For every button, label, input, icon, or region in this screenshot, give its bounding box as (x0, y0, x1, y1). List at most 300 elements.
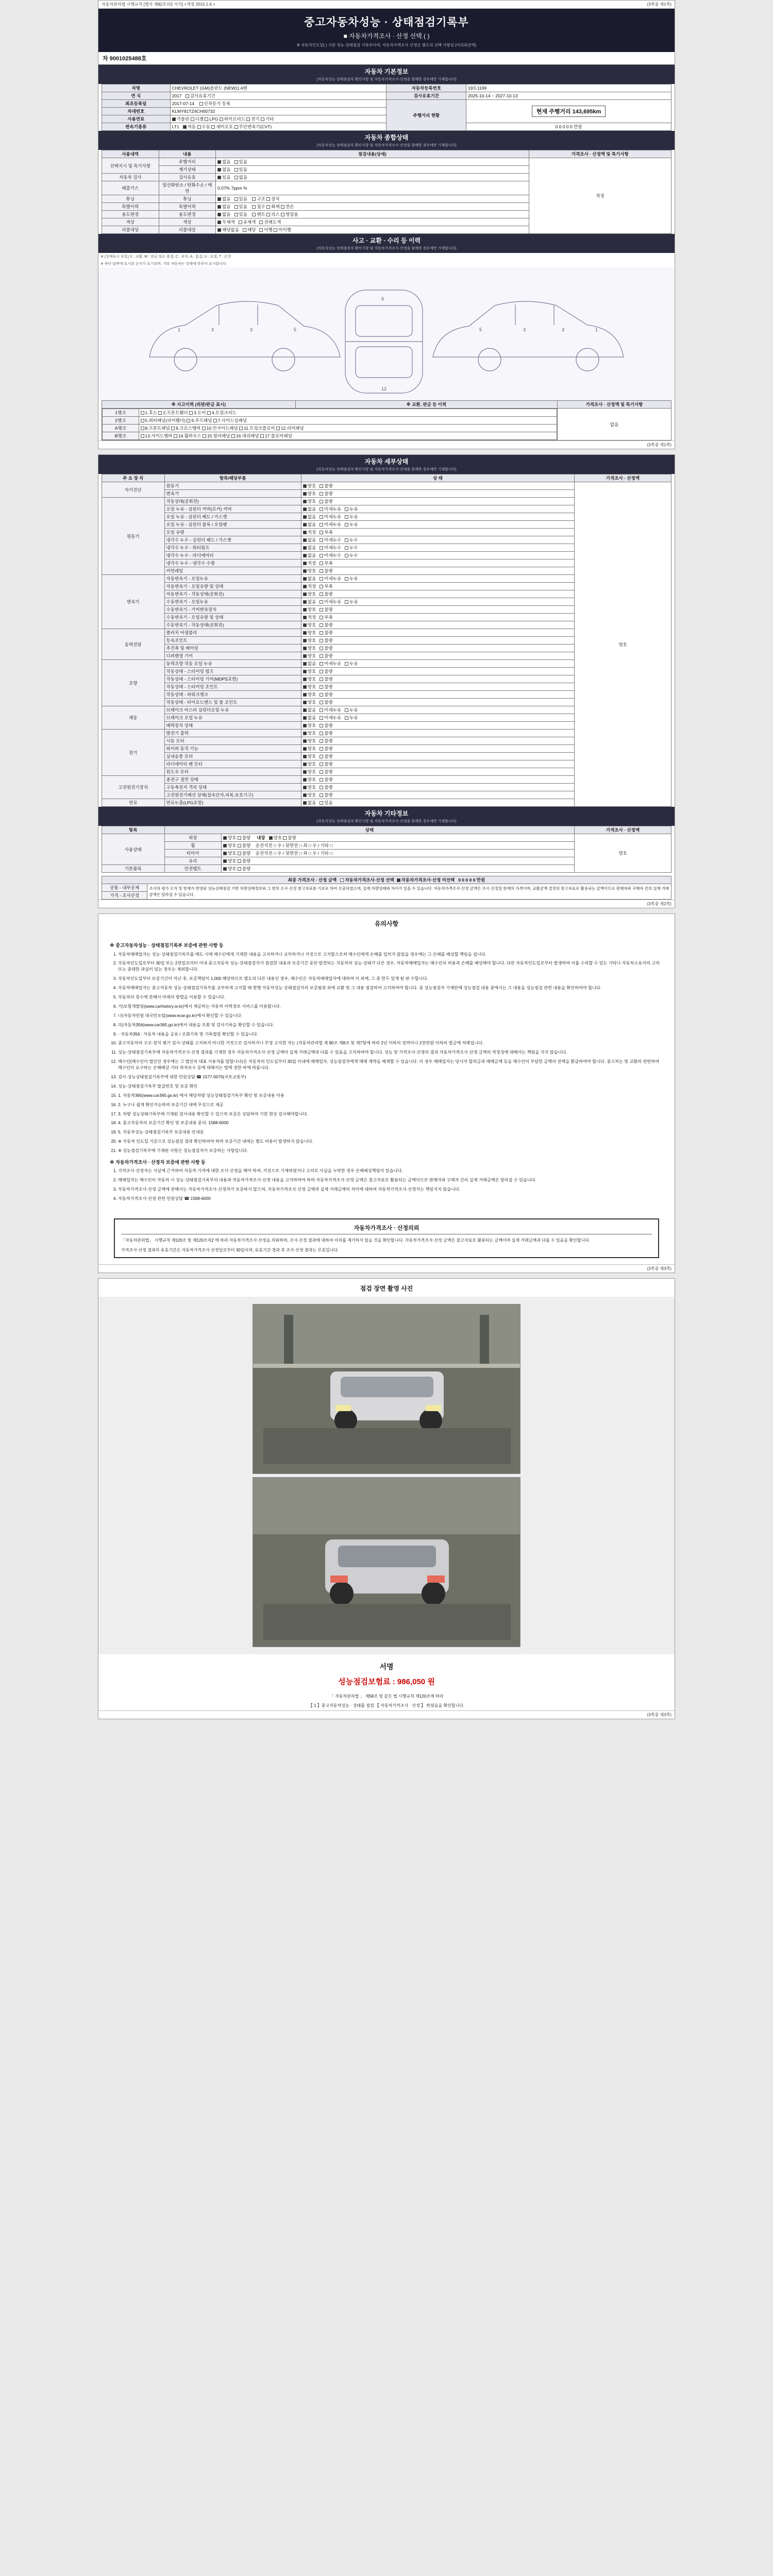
detail-item-state[interactable] (301, 544, 574, 552)
table-row (102, 884, 671, 892)
table-row (102, 158, 671, 166)
detail-item-label: 변속기 (164, 490, 301, 498)
state-option[interactable]: 불량 (320, 622, 332, 628)
detail-item-state[interactable] (301, 660, 574, 668)
detail-item-state[interactable] (301, 745, 574, 753)
etc-title: 자동차 기타정보 (98, 807, 675, 819)
value-inspection: 2025-10-14 ~ 2027-10-13 (466, 92, 671, 100)
state-option[interactable]: 불량 (320, 607, 332, 612)
detail-group-label: 전기 (102, 730, 165, 776)
declaration-bottom: 가격조사·산정 결과의 유효기간은 자동차가격조사·산정일로부터 30일이며, 유효기간 경과 후 조사·산정 결과는 무효입니다. (121, 1247, 339, 1252)
state-option[interactable]: 양호 (303, 746, 316, 751)
svg-text:12: 12 (381, 386, 387, 392)
state-option[interactable]: 불량 (320, 731, 332, 736)
detail-item-state[interactable] (301, 575, 574, 583)
inspection-fee: 성능점검보험료 : 986,050 원 (338, 1677, 435, 1686)
detail-item-state[interactable] (301, 753, 574, 760)
svg-text:3: 3 (250, 327, 253, 332)
warning-item: 7. 나)자동차민원 대국민포털(www.ecar.go.kr)에서 확인할 수 있습니다. (118, 1013, 663, 1019)
state-option[interactable]: 없음 (303, 715, 316, 720)
state-option[interactable]: 적정 (303, 615, 316, 620)
detail-item-label: 수동변속기 - 오일누유 (164, 598, 301, 606)
state-option[interactable]: 양호 (303, 769, 316, 774)
value-price-base: 0 0 0 0 0 만원 (466, 123, 671, 131)
page-1 (98, 0, 675, 449)
state-option[interactable]: 없음 (303, 522, 316, 527)
table-header-row (102, 150, 671, 158)
accident-legend2: ※ 하단 답변에 표시된 순서가 표기되며, 기타 자동차는 상태에 맞추어 표시합니다 (100, 262, 226, 266)
state-option[interactable]: 불량 (320, 646, 332, 651)
detail-item-label: 냉각수 누수 - 실린더 헤드 / 가스켓 (164, 536, 301, 544)
tier-items-4: 13.사이드멤버 14.휠하우스 15.필러패널 16.대쉬패널 17.플로어패널 (139, 432, 557, 440)
detail-item-state[interactable] (301, 536, 574, 544)
detail-item-label: 브레이크 오일 누유 (164, 714, 301, 722)
state-option[interactable]: 누유 (345, 715, 358, 720)
warning-item: 3. 자동차인도일부터 보증기간이 지난 후, 보증책임이 1,000 해당하므로 별도의 다른 내용인 경우, 매수인은 자동차매매업자에 대하여 이 외에, 그 중 한두 있게 된 판 수합니다. (118, 976, 663, 982)
state-option[interactable]: 불량 (320, 499, 332, 504)
detail-item-label: 추진축 및 베어링 (164, 645, 301, 652)
state-option[interactable]: 없음 (303, 800, 316, 805)
fuel-opt: 디젤 (191, 116, 204, 122)
state-option[interactable]: 불량 (320, 591, 332, 597)
state-option[interactable]: 양호 (303, 785, 316, 790)
warranty-item: 4. 자동차가격조사·산정 관련 민원상담 ☎ 1588-6000 (118, 1196, 663, 1202)
state-option[interactable]: 불량 (320, 638, 332, 643)
fuel-opt: 하이브리드 (220, 116, 245, 122)
state-option[interactable]: 누수 (345, 545, 358, 550)
row-label-usage: 선택지시 및 특기사항 (102, 158, 159, 174)
warning-item: 16. 2. 누구나 쉽게 확인가능하며 보증기간 내에 무상으로 제공 (118, 1102, 663, 1108)
fuel-opt: LPG (205, 116, 218, 122)
state-option[interactable]: 미세누유 (320, 514, 341, 519)
label-vin: 차대번호 (102, 108, 171, 115)
state-option[interactable]: 누유 (345, 707, 358, 713)
page-4 (98, 1278, 675, 1719)
detail-item-state[interactable] (301, 691, 574, 699)
svg-text:1: 1 (178, 327, 181, 332)
table-row (102, 100, 671, 108)
detail-item-state[interactable] (301, 784, 574, 791)
label-transmission: 변속기종류 (102, 123, 171, 131)
detail-item-state[interactable] (301, 737, 574, 745)
state-option[interactable]: 불량 (320, 700, 332, 705)
detail-item-label: 자동변속기 - 작동상태(공회전) (164, 590, 301, 598)
row-label-inspection: 자동차 검사 (102, 174, 159, 181)
detail-item-state[interactable] (301, 583, 574, 590)
detail-group-label: 조향 (102, 660, 165, 706)
page-topbar (98, 1, 675, 9)
table-row (103, 425, 557, 432)
detail-subtitle: (자동차성능·상태점검자 확인사항 및 자동차가격조사·산정을 함께한 경우에만 기재합니다) (98, 467, 675, 474)
col-state: 상 태 (301, 474, 574, 482)
overall-table (102, 150, 671, 234)
etc-group-basic: 기본품목 (102, 865, 165, 873)
detail-item-label: 작동상태 - 스티어링 기어(MDPS포함) (164, 675, 301, 683)
value-year: 2017 검사유효기간 (170, 92, 386, 100)
table-row (102, 482, 671, 490)
table-header-row (102, 401, 671, 409)
car-outline-svg (129, 269, 644, 398)
detail-item-state[interactable] (301, 776, 574, 784)
detail-item-state[interactable] (301, 799, 574, 807)
detail-item-state[interactable] (301, 768, 574, 776)
state-option[interactable]: 없음 (303, 545, 316, 550)
detail-item-state[interactable] (301, 645, 574, 652)
row-sub-emission: 일산화탄소 / 탄화수소 / 매연 (159, 181, 216, 195)
warning-title: 유의사항 (374, 920, 399, 927)
state-option[interactable]: 적정 (303, 530, 316, 535)
tier-name-2: 2랭크 (103, 417, 139, 425)
fuel-opt: 전기 (246, 116, 259, 122)
state-option[interactable]: 불량 (320, 769, 332, 774)
document-subtitle: ■ 자동차가격조사 · 산정 선택 ( ) (343, 32, 430, 40)
state-option[interactable]: 없음 (303, 537, 316, 543)
state-option[interactable]: 부족 (320, 584, 332, 589)
detail-item-label: 구동축전지 격리 상태 (164, 784, 301, 791)
row-val-color: 무채색 유채색 전체도색 (216, 218, 529, 226)
state-option[interactable]: 불량 (320, 669, 332, 674)
state-option[interactable]: 양호 (303, 700, 316, 705)
state-option[interactable]: 누유 (345, 576, 358, 581)
warning-item: 6. 가)보험개발원(www.carhistory.or.kr)에서 제공하는 자동차 이력정보 서비스를 이용합니다. (118, 1004, 663, 1010)
detail-item-state[interactable] (301, 590, 574, 598)
col-item: 항목/해당부품 (164, 474, 301, 482)
page-2 (98, 454, 675, 908)
state-option[interactable]: 양호 (303, 676, 316, 682)
detail-item-state[interactable] (301, 699, 574, 706)
detail-item-state[interactable] (301, 652, 574, 660)
label-fuel: 사용연료 (102, 115, 171, 123)
state-option[interactable]: 양호 (303, 761, 316, 767)
state-option[interactable]: 불량 (320, 653, 332, 658)
signature-label: 서명 (379, 1662, 394, 1671)
state-option[interactable]: 부족 (320, 530, 332, 535)
col-accident-price: 가격조사 · 산정액 및 특기사항 (557, 401, 671, 409)
state-option[interactable]: 불량 (320, 692, 332, 697)
detail-item-state[interactable] (301, 637, 574, 645)
col-detail: 점검내용(상세) (216, 150, 529, 158)
state-option[interactable]: 양호 (303, 483, 316, 488)
state-option[interactable]: 미세누수 (320, 553, 341, 558)
detail-item-state[interactable] (301, 513, 574, 521)
page-number: (3쪽중 제1쪽) (647, 2, 671, 7)
state-option[interactable]: 양호 (303, 777, 316, 782)
state-option[interactable]: 불량 (320, 777, 332, 782)
detail-item-state[interactable] (301, 668, 574, 675)
row-val-meter: 없음 있음 (216, 166, 529, 174)
accident-title: 사고 · 교환 · 수리 등 이력 (98, 234, 675, 246)
state-option[interactable]: 누유 (345, 514, 358, 519)
warranty-item: 1. 가격조사·산정자는 사실에 근거하여 자동차 가격에 대한 조사·산정을 해야 하며, 거짓으로 기재하였거나 고의로 사실을 누락한 경우 손해배상책임이 있습니다. (118, 1168, 663, 1174)
svg-text:6: 6 (381, 296, 384, 301)
detail-item-state[interactable] (301, 683, 574, 691)
detail-item-label: 발전기 출력 (164, 730, 301, 737)
detail-group-label: 자기진단 (102, 482, 165, 498)
state-option[interactable]: 양호 (303, 607, 316, 612)
value-vin: KLMY91TZ4CH00732 (170, 108, 386, 115)
detail-item-state[interactable] (301, 560, 574, 567)
state-option[interactable]: 양호 (303, 491, 316, 496)
price-summary-table (102, 876, 671, 900)
warning-item: 17. 3. 차량 성능상태기록부에 기재된 검사내용 확인할 수 있으며 보증은 상담하여 기한 현상 검사해야합니다. (118, 1111, 663, 1117)
fuel-opt: 기타 (261, 116, 274, 122)
row-label-use-change: 용도변경 (102, 211, 159, 218)
state-option[interactable]: 양호 (303, 622, 316, 628)
warning-item: 19. 5. 자동차성능·상태점검기록부 보증내용 안내문 (118, 1129, 663, 1136)
state-option[interactable]: 부족 (320, 561, 332, 566)
detail-item-state[interactable] (301, 529, 574, 536)
label-inspection: 검사유효기간 (386, 92, 466, 100)
accident-subtitle: (자동차성능·상태점검자 확인사항 및 자동차가격조사·산정을 함께한 경우에만 기재합니다) (98, 246, 675, 253)
warning-item: 14. 성능·상태점검기록부 발급번호 및 보증 확인 (118, 1083, 663, 1090)
state-option[interactable]: 불량 (320, 630, 332, 635)
state-option[interactable]: 양호 (303, 684, 316, 689)
row-val-mileage: 없음 있음 (216, 158, 529, 166)
detail-item-label: 시동 모터 (164, 737, 301, 745)
detail-item-state[interactable] (301, 505, 574, 513)
mileage-box: 현재 주행거리 143,695km (532, 106, 606, 117)
overall-title: 자동차 종합상태 (98, 131, 675, 143)
svg-text:5: 5 (479, 327, 482, 332)
detail-item-state[interactable] (301, 791, 574, 799)
detail-group-label: 원동기 (102, 498, 165, 575)
col-usage: 사용내역 (102, 150, 159, 158)
declaration-body: 「자동차관리법」 시행규칙 제120조 및 제120조의2 에 따라 자동차가격조사·산정을 의뢰하며, 조사·산정 결과에 대하여 이의를 제기하지 않을 것을 확인합니다. 자동차가격조사·산정 금액은 참고자료로 활용되는 금액이며 실제 거래금액과 다를 수 있음을 확인합니다. (121, 1238, 591, 1243)
state-option[interactable]: 불량 (320, 792, 332, 798)
col-major-part: 주 요 장 치 (102, 474, 165, 482)
state-option[interactable]: 불량 (320, 491, 332, 496)
state-option[interactable]: 부족 (320, 615, 332, 620)
state-option[interactable]: 양호 (303, 591, 316, 597)
etc-val-seatbelt: 양호 불량 (222, 865, 575, 873)
state-option[interactable]: 누유 (345, 599, 358, 604)
warning-item: 5. 자동차의 침수에 관해서 아래의 방법을 이용할 수 있습니다. (118, 994, 663, 1001)
state-option[interactable]: 누유 (345, 506, 358, 512)
state-option[interactable]: 적정 (303, 584, 316, 589)
row-val-recall: 해당없음 해당 이행 미이행 (216, 226, 529, 234)
state-option[interactable]: 불량 (320, 723, 332, 728)
warranty-head: ※ 자동차가격조사 · 산정자 보증에 관한 사항 등 (110, 1159, 206, 1165)
fuel-opt: 가솔린 (172, 116, 190, 122)
etc-label-tire: 타이어 (164, 850, 222, 857)
detail-result: 양호 (575, 482, 671, 807)
state-option[interactable]: 미세누유 (320, 715, 341, 720)
declaration-box (114, 1218, 659, 1258)
detail-item-label: 연료누출(LPG포함) (164, 799, 301, 807)
detail-item-state[interactable] (301, 598, 574, 606)
photo-gallery (98, 1297, 675, 1654)
state-option[interactable]: 적정 (303, 561, 316, 566)
table-header-row (102, 826, 671, 834)
detail-item-state[interactable] (301, 498, 574, 505)
state-option[interactable]: 불량 (320, 676, 332, 682)
detail-item-label: 윈도우 모터 (164, 768, 301, 776)
tier-items-2: 5.쿼터패널(리어휀더) 6.루프패널 7.사이드실패널 (139, 417, 557, 425)
state-option[interactable]: 미세누수 (320, 537, 341, 543)
state-option[interactable]: 양호 (303, 738, 316, 743)
detail-item-state[interactable] (301, 714, 574, 722)
state-option[interactable]: 양호 (303, 754, 316, 759)
detail-table-body (102, 482, 671, 807)
detail-item-label: 자동변속기 - 오일유량 및 상태 (164, 583, 301, 590)
state-option[interactable]: 양호 (303, 723, 316, 728)
state-option[interactable]: 미세누유 (320, 506, 341, 512)
detail-item-label: 냉각수 누수 - 냉각수 수량 (164, 560, 301, 567)
document-header (98, 9, 675, 52)
detail-item-label: 라디에이터 팬 모터 (164, 760, 301, 768)
state-option[interactable]: 불량 (320, 738, 332, 743)
detail-item-state[interactable] (301, 621, 574, 629)
price-row-label-2: 가격 - 조사산정 (102, 892, 147, 900)
detail-group-label: 제동 (102, 706, 165, 730)
vehicle-diagram (98, 267, 675, 400)
state-option[interactable]: 없음 (303, 506, 316, 512)
state-option[interactable]: 불량 (320, 746, 332, 751)
table-row (102, 84, 671, 92)
value-plate: 19토1199 (466, 84, 671, 92)
detail-item-state[interactable] (301, 614, 574, 621)
value-transmission: LT1 자동 수동 세미오토 무단변속기(CVT) (170, 123, 386, 131)
etc-val-wheel: 양호 불량 운전석전 □ 우 / 뒷면전 □ 좌 □ 우 / 기타 □ (222, 842, 575, 850)
detail-item-state[interactable] (301, 606, 574, 614)
state-option[interactable]: 없음 (303, 514, 316, 519)
detail-item-label: 고전원전기배선 상태(접속단자,피복,보호기구) (164, 791, 301, 799)
detail-item-label: 브레이크 마스터 실린더오일 누유 (164, 706, 301, 714)
detail-item-state[interactable] (301, 675, 574, 683)
detail-item-label: 커먼레일 (164, 567, 301, 575)
row-sub-color: 색상 (159, 218, 216, 226)
warranty-item: 3. 자동차가격조사·산정 금액에 관해서는 자동차가격조사·산정자가 보증하지 않으며, 자동차가격조사·산정 금액과 실제 거래금액의 차이에 대하여 자동차가격조사·산정자는 책임지지 않습니다. (118, 1187, 663, 1193)
detail-item-state[interactable] (301, 629, 574, 637)
table-row (102, 92, 671, 100)
label-plate: 자동차등록번호 (386, 84, 466, 92)
warning-item: 2. 자동차인도일로부터 30일 또는 2천킬로미터 이내 중고자동차 성능·상태점검자가 점검한 내용과 보증기간 동안 발견되는 자동차의 성능·상태가 다른 경우, 자동차매매업자는 매수인의 비용과 손해를 배상해야 합니다. 다만 자동차인도일로부터 발생하여 이를 수리할 수 있는 기타나 자동차소유자의 고의 또는 중대한 과실이 있는 경우는 제외합니다. (118, 960, 663, 973)
warranty-item: 2. 매매업자는 매수인이 자동차 시 성능·상태점검기록부의 내용과 자동차가격조사·산정 내용을 고지하여야 하며 자동차가격조사·산정 금액은 참고자료로 활용되는 금액이므로 판매자와 구매자 간의 실제 거래금액은 달라질 수 있습니다. (118, 1177, 663, 1183)
etc-label-seatbelt: 안전벨트 (164, 865, 222, 873)
detail-item-label: 작동상태 - 스티어링 조인트 (164, 683, 301, 691)
state-option[interactable]: 미세누유 (320, 599, 341, 604)
row-sub-special: 특별이력 (159, 203, 216, 211)
detail-item-state[interactable] (301, 521, 574, 529)
warning-body (98, 932, 675, 1212)
footer-line-1: 「 자동차관리법 」 제58조 및 같은 법 시행규칙 제120조에 따라 (329, 1693, 444, 1699)
state-option[interactable]: 양호 (303, 653, 316, 658)
col-etc-price: 가격조사 · 산정액 (575, 826, 671, 834)
detail-item-label: 충전구 절연 상태 (164, 776, 301, 784)
table-row (102, 834, 671, 842)
detail-item-state[interactable] (301, 482, 574, 490)
accident-legend: ※ (상태표시 부호) X : 교환, W : 판금 또는 용접, C : 부식, A : 흠집, U : 요철, T : 손상 (100, 255, 231, 259)
state-option[interactable]: 양호 (303, 646, 316, 651)
detail-item-state[interactable] (301, 730, 574, 737)
state-option[interactable]: 미세누유 (320, 576, 341, 581)
detail-group-label: 동력전달 (102, 629, 165, 660)
row-val-special: 없음 있음 침수 화재 전손 (216, 203, 529, 211)
state-option[interactable]: 불량 (320, 684, 332, 689)
detail-item-state[interactable] (301, 706, 574, 714)
detail-item-state[interactable] (301, 567, 574, 575)
detail-item-state[interactable] (301, 722, 574, 730)
page2-footer-tag: (3쪽중 제2쪽) (647, 902, 671, 906)
detail-item-label: 수동변속기 - 작동상태(공회전) (164, 621, 301, 629)
svg-text:1: 1 (595, 327, 598, 332)
state-option[interactable]: 미세누유 (320, 522, 341, 527)
state-option[interactable]: 없음 (303, 553, 316, 558)
state-option[interactable]: 누유 (345, 661, 358, 666)
detail-item-label: 수동변속기 - 오일유량 및 상태 (164, 614, 301, 621)
price-summary-title: 최종 가격조사 · 산정 금액 자동차가격조사·산정 선택 자동차가격조사·산정 미선택 0 0 0 0 0 만원 (102, 876, 671, 884)
label-year: 연 식 (102, 92, 171, 100)
row-label-color: 색상 (102, 218, 159, 226)
warning-item: 18. 4. 중고자동차의 보증기간 확인 및 보증내용 문의: 1588-6000 (118, 1120, 663, 1126)
state-option[interactable]: 누수 (345, 553, 358, 558)
state-option[interactable]: 누유 (345, 522, 358, 527)
tier-name-1: 1랭크 (103, 409, 139, 417)
state-option[interactable]: 없음 (303, 707, 316, 713)
state-option[interactable]: 양호 (303, 692, 316, 697)
state-option[interactable]: 불량 (320, 568, 332, 573)
state-option[interactable]: 있음 (320, 800, 332, 805)
detail-item-label: 작동상태(공회전) (164, 498, 301, 505)
state-option[interactable]: 미세누유 (320, 707, 341, 713)
state-option[interactable]: 미세누유 (320, 661, 341, 666)
row-val-emission: 0.07% 7ppm % (216, 181, 529, 195)
warning-item: 10. 중고자동차의 구조·장치 평가 검사·상태를 고지하지 아니한 거짓으로 검사하거나 부정 고지한 자는 (자동차관리법 제 80조 제8조 및 제7항에 따라 2년 이하의 징역이나 2천만원 이하의 벌금에 처해집니다. (118, 1040, 663, 1046)
page-footer-tag: (3쪽중 제1쪽) (647, 443, 671, 447)
svg-text:5: 5 (294, 327, 297, 332)
etc-val-tire: 양호 불량 운전석전 □ 우 / 뒷면전 □ 좌 □ 우 / 기타 □ (222, 850, 575, 857)
state-option[interactable]: 없음 (303, 661, 316, 666)
row-label-emission: 배출가스 (102, 181, 159, 195)
state-option[interactable]: 양호 (303, 630, 316, 635)
state-option[interactable]: 양호 (303, 731, 316, 736)
state-option[interactable]: 양호 (303, 568, 316, 573)
state-option[interactable]: 양호 (303, 638, 316, 643)
state-option[interactable]: 불량 (320, 483, 332, 488)
detail-item-label: 작동상태 - 타이로드엔드 및 볼 조인트 (164, 699, 301, 706)
state-option[interactable]: 없음 (303, 576, 316, 581)
detail-item-label: 디퍼렌셜 기어 (164, 652, 301, 660)
state-option[interactable]: 양호 (303, 792, 316, 798)
col-content: 내용 (159, 150, 216, 158)
detail-state-table (102, 474, 671, 807)
detail-item-label: 오일 누유 - 실린더 커버(로커) 커버 (164, 505, 301, 513)
photos-title: 점검 장면 촬영 사진 (360, 1284, 413, 1292)
detail-item-label: 오일 유량 (164, 529, 301, 536)
row-sub-mileage: 주행거리 (159, 158, 216, 166)
detail-item-state[interactable] (301, 760, 574, 768)
tier-items-3: 8.프론트패널 9.크로스멤버 10.인사이드패널 11.트렁크플로어 12.리어패널 (139, 425, 557, 432)
state-option[interactable]: 양호 (303, 499, 316, 504)
basic-info-title: 자동차 기본정보 (98, 65, 675, 77)
state-option[interactable]: 없음 (303, 599, 316, 604)
state-option[interactable]: 불량 (320, 761, 332, 767)
value-carname: CHEVROLET (GM)올란도 (NEW)1.4렌 (170, 84, 386, 92)
etc-table (102, 826, 671, 873)
col-price: 가격조사 · 산정액 및 특기사항 (529, 150, 671, 158)
state-option[interactable]: 불량 (320, 785, 332, 790)
state-option[interactable]: 불량 (320, 754, 332, 759)
overall-result: 적정 (529, 158, 671, 234)
state-option[interactable]: 양호 (303, 669, 316, 674)
state-option[interactable]: 미세누수 (320, 545, 341, 550)
detail-item-state[interactable] (301, 552, 574, 560)
state-option[interactable]: 누수 (345, 537, 358, 543)
label-mileage: 주행거리 현황 (386, 100, 466, 131)
page3-footer-tag: (3쪽중 제3쪽) (647, 1266, 671, 1271)
row-sub-use-change: 용도변경 (159, 211, 216, 218)
detail-item-state[interactable] (301, 490, 574, 498)
